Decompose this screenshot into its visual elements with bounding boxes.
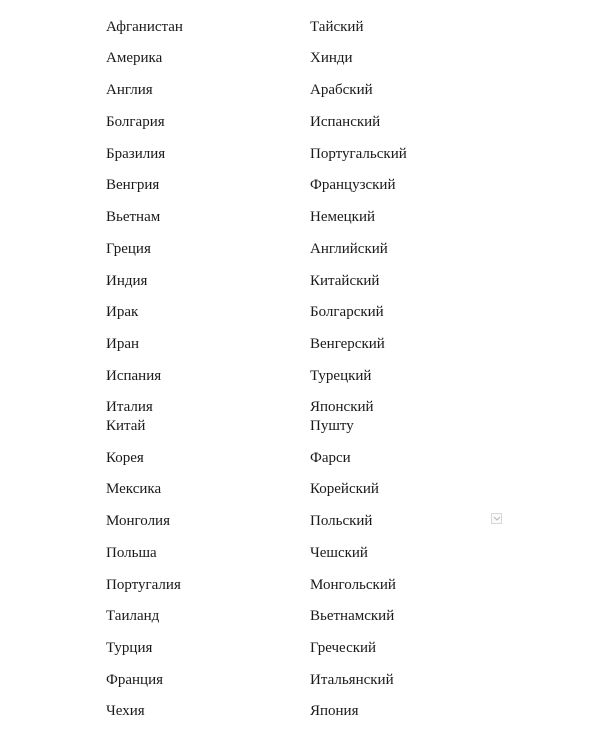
- language-cell: Испанский: [310, 114, 381, 130]
- language-cell: Япония: [310, 703, 359, 719]
- language-cell: Китайский: [310, 273, 380, 289]
- country-cell: Афганистан: [106, 19, 183, 35]
- language-cell: Японский: [310, 399, 374, 415]
- language-cell: Арабский: [310, 82, 373, 98]
- country-cell: Испания: [106, 368, 162, 384]
- language-cell: Корейский: [310, 481, 379, 497]
- language-cell: Хинди: [310, 50, 353, 66]
- countries-column: [106, 0, 306, 741]
- country-cell: Франция: [106, 672, 163, 688]
- language-cell: Вьетнамский: [310, 608, 395, 624]
- language-cell: Португальский: [310, 146, 407, 162]
- country-cell: Венгрия: [106, 177, 160, 193]
- language-cell: Тайский: [310, 19, 364, 35]
- language-cell: Турецкий: [310, 368, 372, 384]
- country-cell: Англия: [106, 82, 153, 98]
- chevron-down-icon-glyph: [493, 516, 501, 522]
- chevron-down-icon[interactable]: [491, 513, 502, 524]
- country-cell: Индия: [106, 273, 148, 289]
- country-cell: Польша: [106, 545, 157, 561]
- language-cell: Греческий: [310, 640, 377, 656]
- country-cell: Корея: [106, 450, 144, 466]
- language-cell: Французский: [310, 177, 396, 193]
- languages-column: [310, 0, 510, 741]
- country-cell: Ирак: [106, 304, 139, 320]
- country-cell: Монголия: [106, 513, 170, 529]
- language-cell: Чешский: [310, 545, 368, 561]
- country-cell: Мексика: [106, 481, 162, 497]
- country-cell: Болгария: [106, 114, 165, 130]
- country-cell: Италия: [106, 399, 153, 415]
- country-cell: Вьетнам: [106, 209, 161, 225]
- language-cell: Итальянский: [310, 672, 394, 688]
- language-cell: Пушту: [310, 418, 354, 434]
- country-cell: Америка: [106, 50, 163, 66]
- country-cell: Греция: [106, 241, 151, 257]
- country-cell: Бразилия: [106, 146, 166, 162]
- language-cell: Фарси: [310, 450, 351, 466]
- language-cell: Болгарский: [310, 304, 384, 320]
- country-cell: Чехия: [106, 703, 145, 719]
- country-cell: Португалия: [106, 577, 181, 593]
- language-cell: Немецкий: [310, 209, 376, 225]
- country-cell: Таиланд: [106, 608, 160, 624]
- country-cell: Иран: [106, 336, 140, 352]
- language-cell: Венгерский: [310, 336, 385, 352]
- language-cell: Английский: [310, 241, 388, 257]
- language-cell: Монгольский: [310, 577, 396, 593]
- language-cell: Польский: [310, 513, 373, 529]
- country-cell: Турция: [106, 640, 153, 656]
- country-cell: Китай: [106, 418, 146, 434]
